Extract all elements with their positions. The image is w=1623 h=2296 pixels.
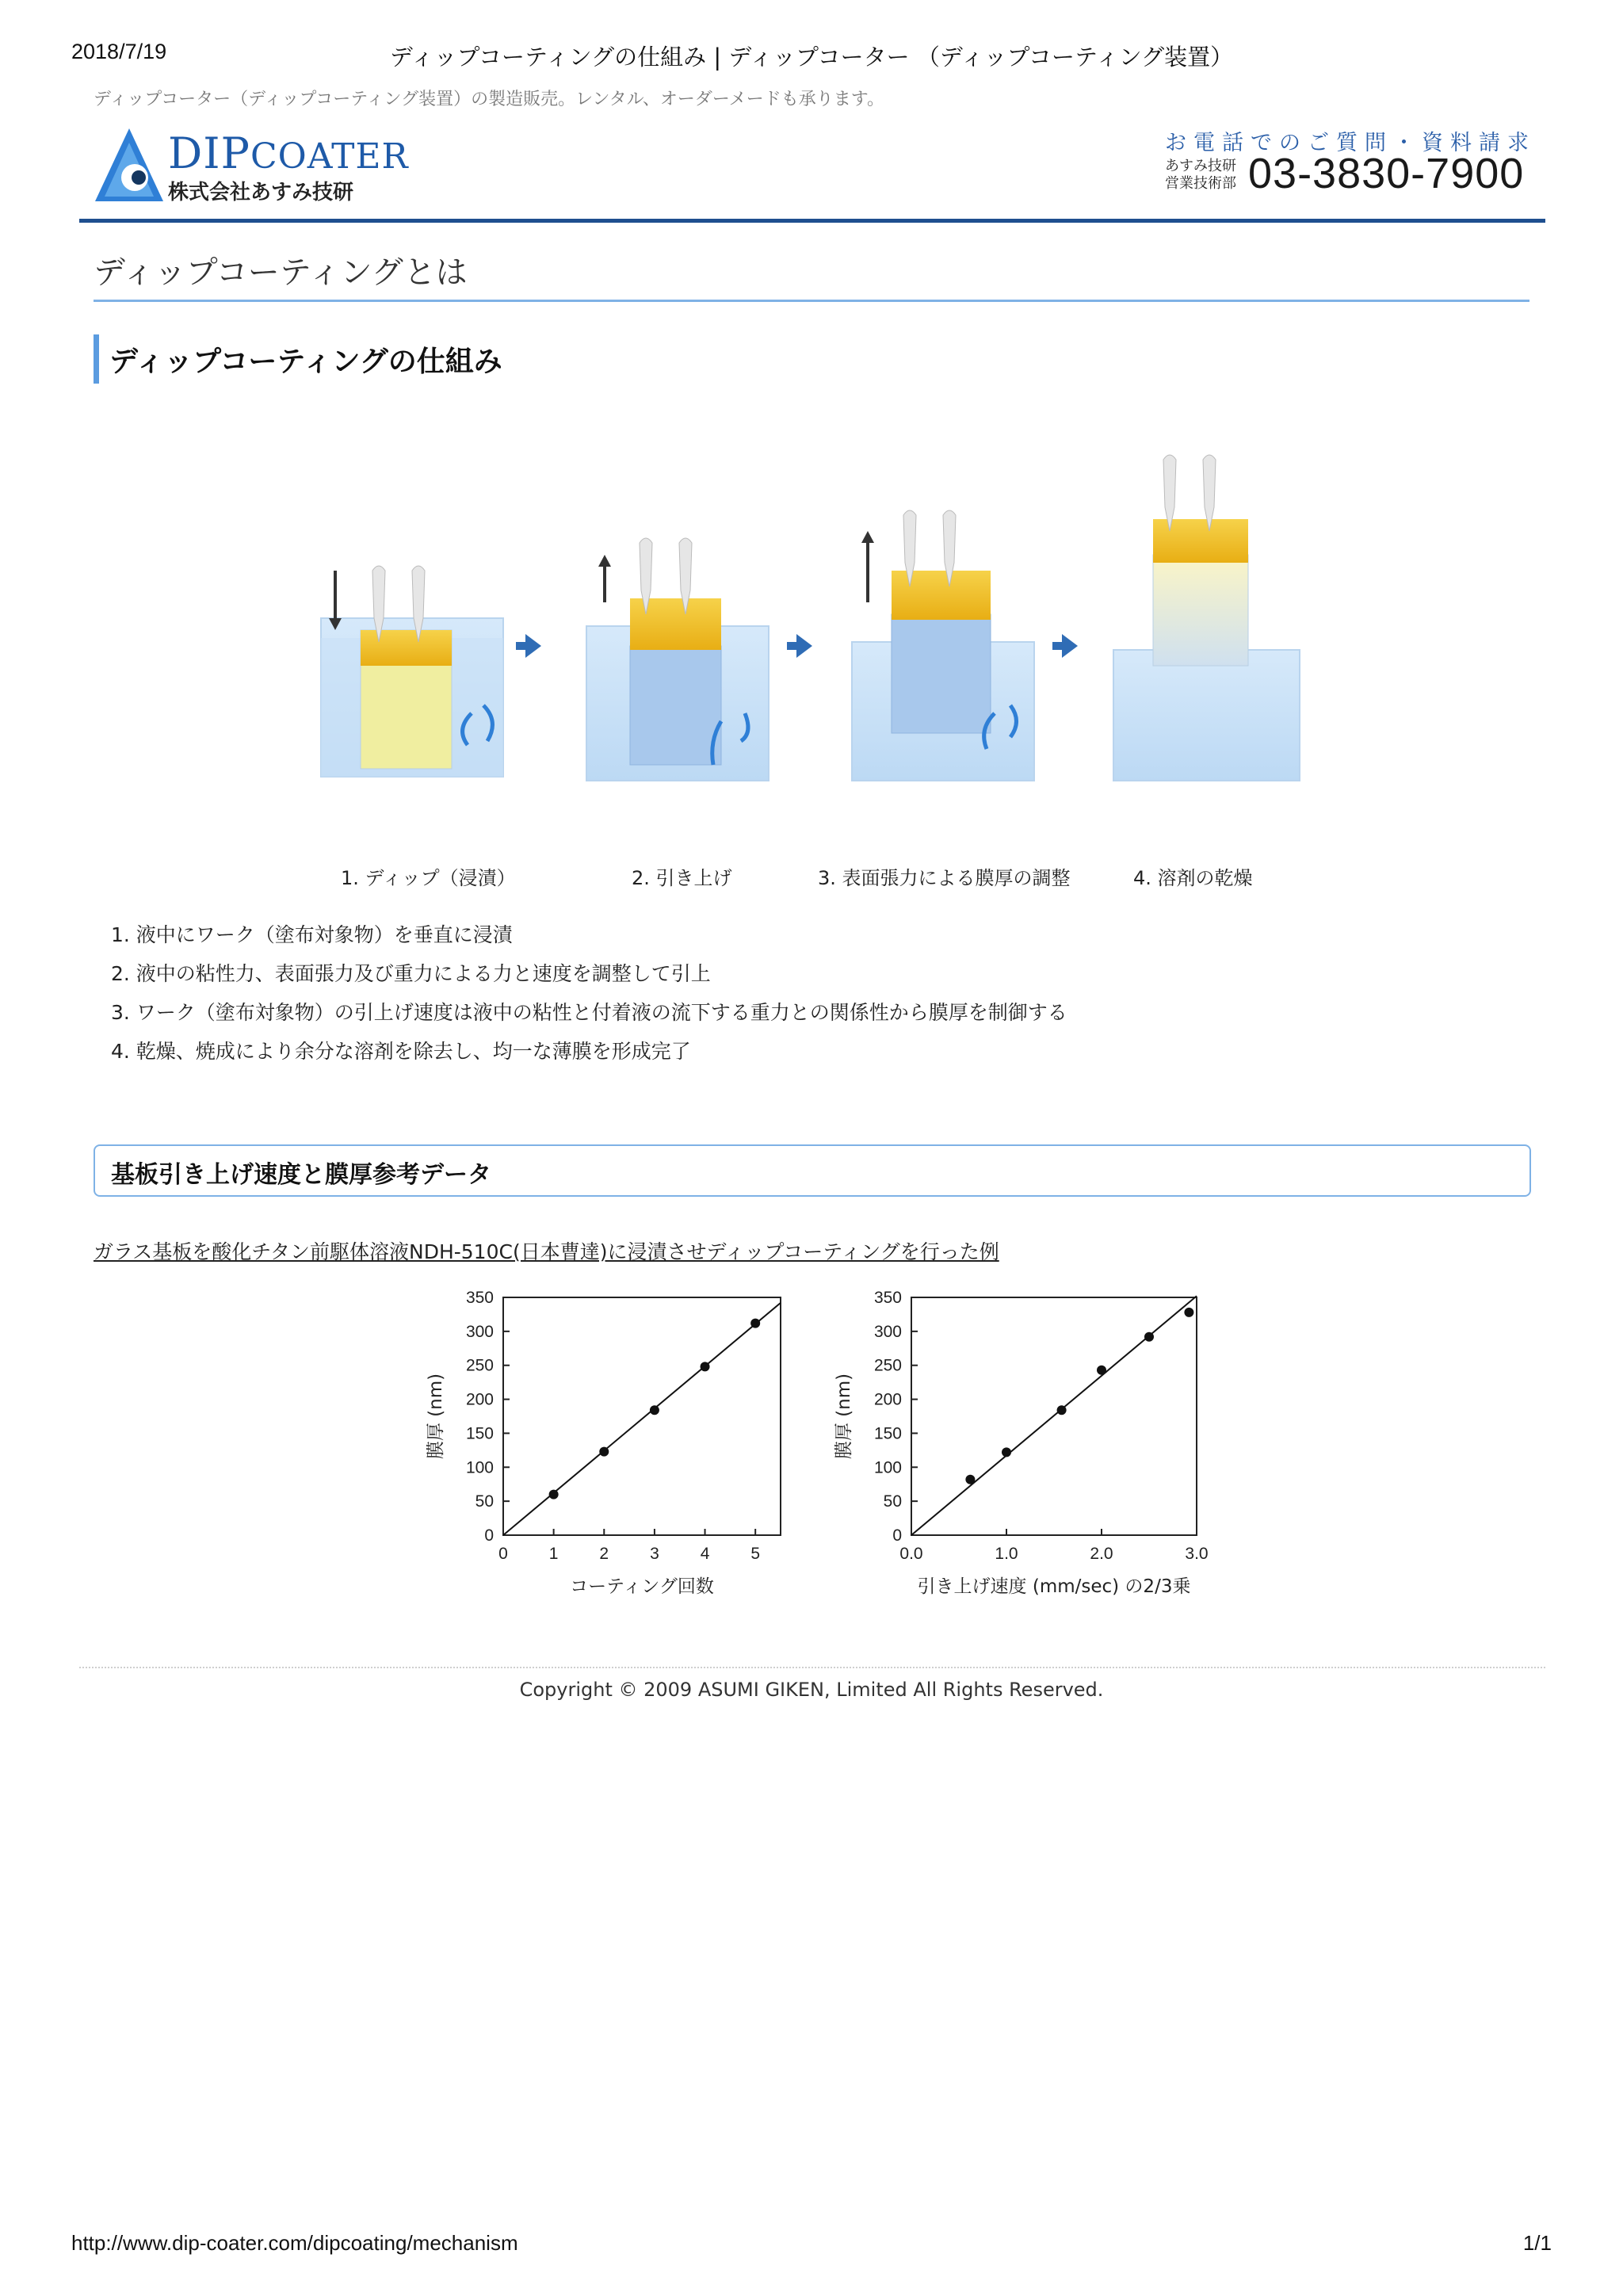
- data-point: [965, 1475, 975, 1484]
- y-tick-label: 100: [873, 1458, 902, 1477]
- step-1-dip-illustration: [321, 566, 503, 777]
- y-tick-label: 350: [873, 1289, 902, 1307]
- logo-mark-icon: [94, 125, 165, 204]
- step-2-withdraw-illustration: [586, 538, 769, 781]
- list-item: 4. 乾燥、焼成により余分な溶剤を除去し、均一な薄膜を形成完了: [111, 1040, 691, 1063]
- y-tick-label: 250: [873, 1356, 902, 1375]
- x-tick-label: 1: [548, 1545, 559, 1563]
- x-tick-label: 0: [498, 1545, 508, 1563]
- data-point: [599, 1447, 609, 1457]
- y-axis-label: 膜厚 (nm): [426, 1373, 446, 1460]
- data-point: [549, 1490, 559, 1499]
- list-item: 2. 液中の粘性力、表面張力及び重力による力と速度を調整して引上: [111, 962, 711, 985]
- phone-number[interactable]: 03-3830-7900: [1248, 150, 1525, 197]
- site-tagline: ディップコーター（ディップコーティング装置）の製造販売。レンタル、オーダーメードも承ります。: [94, 90, 885, 109]
- data-point: [1184, 1308, 1193, 1317]
- diagram-caption-3: 3. 表面張力による膜厚の調整: [818, 867, 1071, 889]
- dip-coating-process-diagram: [313, 444, 1319, 896]
- data-point: [1057, 1405, 1067, 1415]
- chart-thickness-vs-withdrawal-speed: [824, 1288, 1212, 1605]
- list-item: 3. ワーク（塗布対象物）の引上げ速度は液中の粘性と付着液の流下する重力との関係性から膜厚を制御する: [111, 1001, 1067, 1024]
- fit-line: [503, 1303, 781, 1535]
- y-tick-label: 150: [873, 1424, 902, 1443]
- data-point: [1144, 1332, 1154, 1342]
- x-tick-label: 1.0: [995, 1545, 1018, 1563]
- diagram-caption-1: 1. ディップ（浸漬）: [341, 867, 516, 889]
- print-url: http://www.dip-coater.com/dipcoating/mechanism: [71, 2231, 518, 2255]
- process-steps-list: [111, 919, 1067, 1075]
- diagram-caption-4: 4. 溶剤の乾燥: [1133, 867, 1253, 889]
- example-description-link[interactable]: ガラス基板を酸化チタン前駆体溶液NDH-510C(日本曹達)に浸漬させディップコーティングを行った例: [94, 1240, 999, 1263]
- x-tick-label: 2.0: [1090, 1545, 1113, 1563]
- section-title-accent: [94, 334, 99, 384]
- section-title: ディップコーティングの仕組み: [109, 346, 502, 378]
- y-tick-label: 0: [484, 1526, 494, 1545]
- footer-divider: [79, 1667, 1545, 1668]
- logo-wordmark-dip: DIP: [168, 128, 250, 178]
- arrow-right-icon: [525, 634, 541, 658]
- x-tick-label: 0.0: [899, 1545, 923, 1563]
- data-section-title: 基板引き上げ速度と膜厚参考データ: [111, 1161, 491, 1189]
- logo-wordmark-coater: COATER: [250, 136, 409, 177]
- arrow-right-icon-stem: [1052, 642, 1064, 650]
- x-axis-label: 引き上げ速度 (mm/sec) の2/3乗: [917, 1576, 1191, 1597]
- contact-heading: お電話でのご質問・資料請求: [1165, 131, 1536, 155]
- step-4-drying-illustration: [1113, 455, 1300, 781]
- x-tick-label: 4: [700, 1545, 710, 1563]
- x-tick-label: 3.0: [1185, 1545, 1209, 1563]
- logo-wordmark: [168, 128, 409, 178]
- contact-label-dept: 営業技術部: [1165, 175, 1236, 192]
- arrow-right-icon: [796, 634, 812, 658]
- data-point: [701, 1362, 710, 1371]
- data-point: [1002, 1447, 1011, 1457]
- company-name: 株式会社あすみ技研: [168, 181, 354, 204]
- page-title: ディップコーティングとは: [94, 254, 468, 291]
- y-tick-label: 200: [465, 1390, 494, 1409]
- contact-label-company: あすみ技研: [1165, 158, 1236, 174]
- y-tick-label: 300: [873, 1322, 902, 1341]
- y-tick-label: 150: [465, 1424, 494, 1443]
- diagram-caption-2: 2. 引き上げ: [632, 867, 732, 889]
- y-tick-label: 200: [873, 1390, 902, 1409]
- data-point: [650, 1405, 659, 1415]
- y-axis-label: 膜厚 (nm): [834, 1373, 854, 1460]
- header-divider: [79, 219, 1545, 223]
- y-tick-label: 100: [465, 1458, 494, 1477]
- print-date: 2018/7/19: [71, 40, 167, 63]
- data-point: [750, 1319, 760, 1328]
- x-tick-label: 5: [750, 1545, 761, 1563]
- data-point: [1097, 1366, 1106, 1375]
- y-tick-label: 350: [465, 1289, 494, 1307]
- x-tick-label: 2: [599, 1545, 609, 1563]
- fit-line: [911, 1296, 1197, 1535]
- print-page-title: ディップコーティングの仕組み | ディップコーター （ディップコーティング装置）: [389, 44, 1234, 71]
- list-item: 1. 液中にワーク（塗布対象物）を垂直に浸漬: [111, 923, 513, 946]
- contact-department: [1165, 158, 1236, 193]
- page-title-underline: [94, 300, 1529, 302]
- y-tick-label: 50: [475, 1492, 494, 1511]
- copyright-text: Copyright © 2009 ASUMI GIKEN, Limited All Rights Reserved.: [519, 1679, 1104, 1701]
- y-tick-label: 0: [892, 1526, 902, 1545]
- y-tick-label: 250: [465, 1356, 494, 1375]
- arrow-right-icon: [1062, 634, 1078, 658]
- step-3-film-thickness-illustration: [852, 510, 1034, 781]
- y-tick-label: 50: [883, 1492, 902, 1511]
- chart-thickness-vs-coating-count: [416, 1288, 796, 1605]
- arrow-right-icon-stem: [516, 642, 527, 650]
- print-page-number: 1/1: [1522, 2231, 1552, 2255]
- y-tick-label: 300: [465, 1322, 494, 1341]
- x-tick-label: 3: [650, 1545, 659, 1563]
- arrow-right-icon-stem: [787, 642, 798, 650]
- x-axis-label: コーティング回数: [570, 1576, 714, 1597]
